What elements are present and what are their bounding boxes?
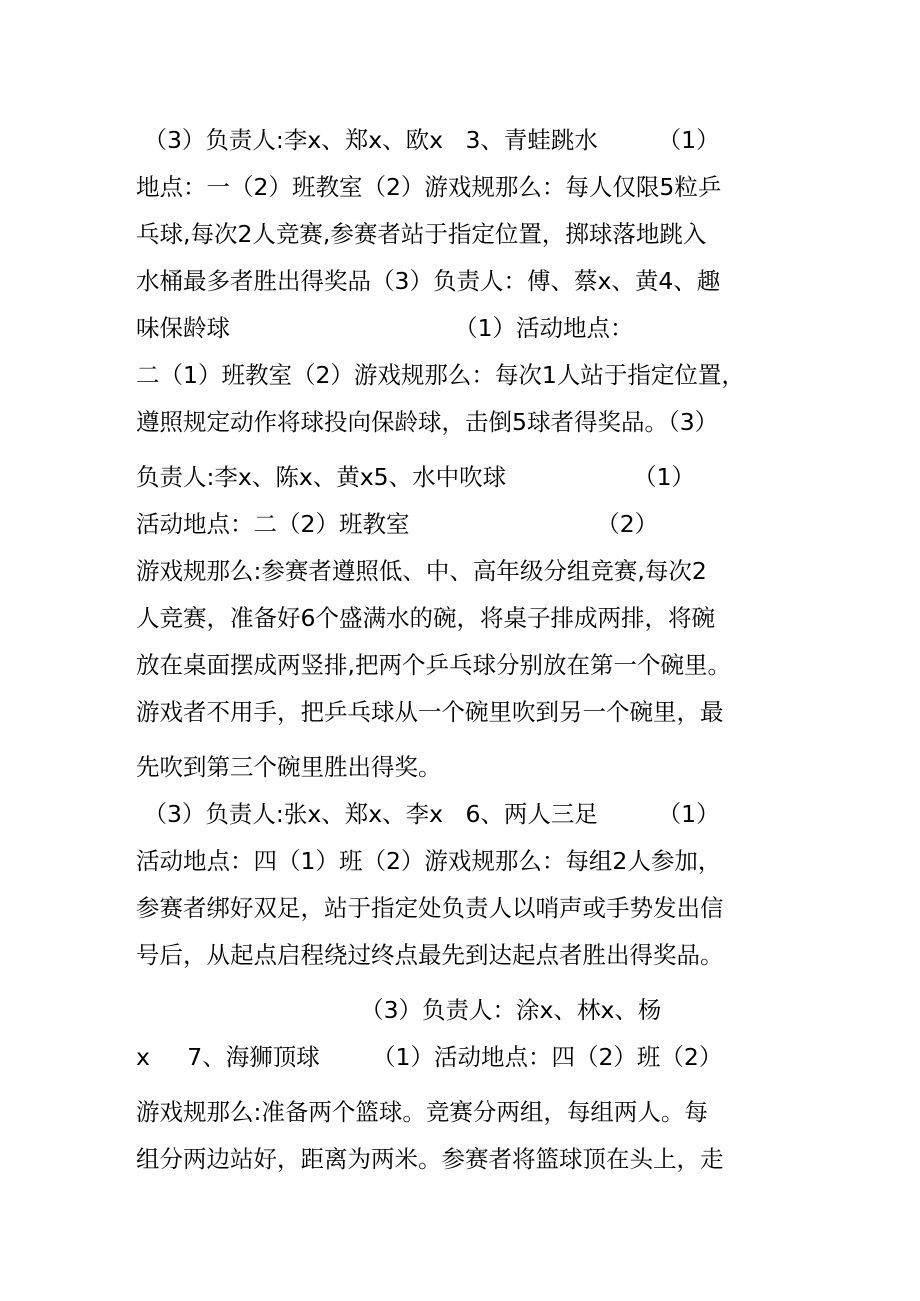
- text-line: 参赛者绑好双足，站于指定处负责人以哨声或手势发出信: [136, 894, 724, 922]
- text-line: 人竞赛，准备好6个盛满水的碗，将桌子排成两排，将碗: [136, 604, 715, 632]
- text-line: 号后，从起点启程绕过终点最先到达起点者胜出得奖品。: [136, 941, 724, 969]
- text-line: 游戏者不用手，把乒乓球从一个碗里吹到另一个碗里，最: [136, 698, 724, 726]
- text-line: 遵照规定动作将球投向保龄球，击倒5球者得奖品。（3）: [136, 408, 719, 436]
- text-line: 先吹到第三个碗里胜出得奖。: [136, 753, 442, 781]
- text-line: 味保龄球 （1）活动地点：: [136, 314, 634, 342]
- text-line: 游戏规那么:参赛者遵照低、中、高年级分组竞赛,每次2: [136, 557, 707, 585]
- text-line: （3）负责人:李x、郑x、欧x 3、青蛙跳水 （1）: [136, 126, 720, 154]
- text-line: 负责人:李x、陈x、黄x5、水中吹球 （1）: [136, 463, 696, 491]
- text-line: 水桶最多者胜出得奖品（3）负责人：傅、蔡x、黄4、趣: [136, 267, 721, 295]
- text-line: 游戏规那么:准备两个篮球。竞赛分两组，每组两人。每: [136, 1098, 708, 1126]
- text-line: 组分两边站好，距离为两米。参赛者将篮球顶在头上，走: [136, 1145, 724, 1173]
- text-line: 放在桌面摆成两竖排,把两个乒乓球分别放在第一个碗里。: [136, 651, 731, 679]
- text-line: 二（1）班教室（2）游戏规那么：每次1人站于指定位置，: [136, 361, 745, 389]
- text-line: 地点：一（2）班教室（2）游戏规那么：每人仅限5粒乒: [136, 173, 722, 201]
- text-line: 活动地点：四（1）班（2）游戏规那么：每组2人参加，: [136, 847, 722, 875]
- text-line: 乓球,每次2人竞赛,参赛者站于指定位置，掷球落地跳入: [136, 220, 707, 248]
- text-line: （3）负责人：涂x、林x、杨: [136, 996, 662, 1024]
- text-line: x 7、海狮顶球 （1）活动地点：四（2）班（2）: [136, 1043, 723, 1071]
- text-line: （3）负责人:张x、郑x、李x 6、两人三足 （1）: [136, 800, 720, 828]
- text-line: 活动地点：二（2）班教室 （2）: [136, 510, 659, 538]
